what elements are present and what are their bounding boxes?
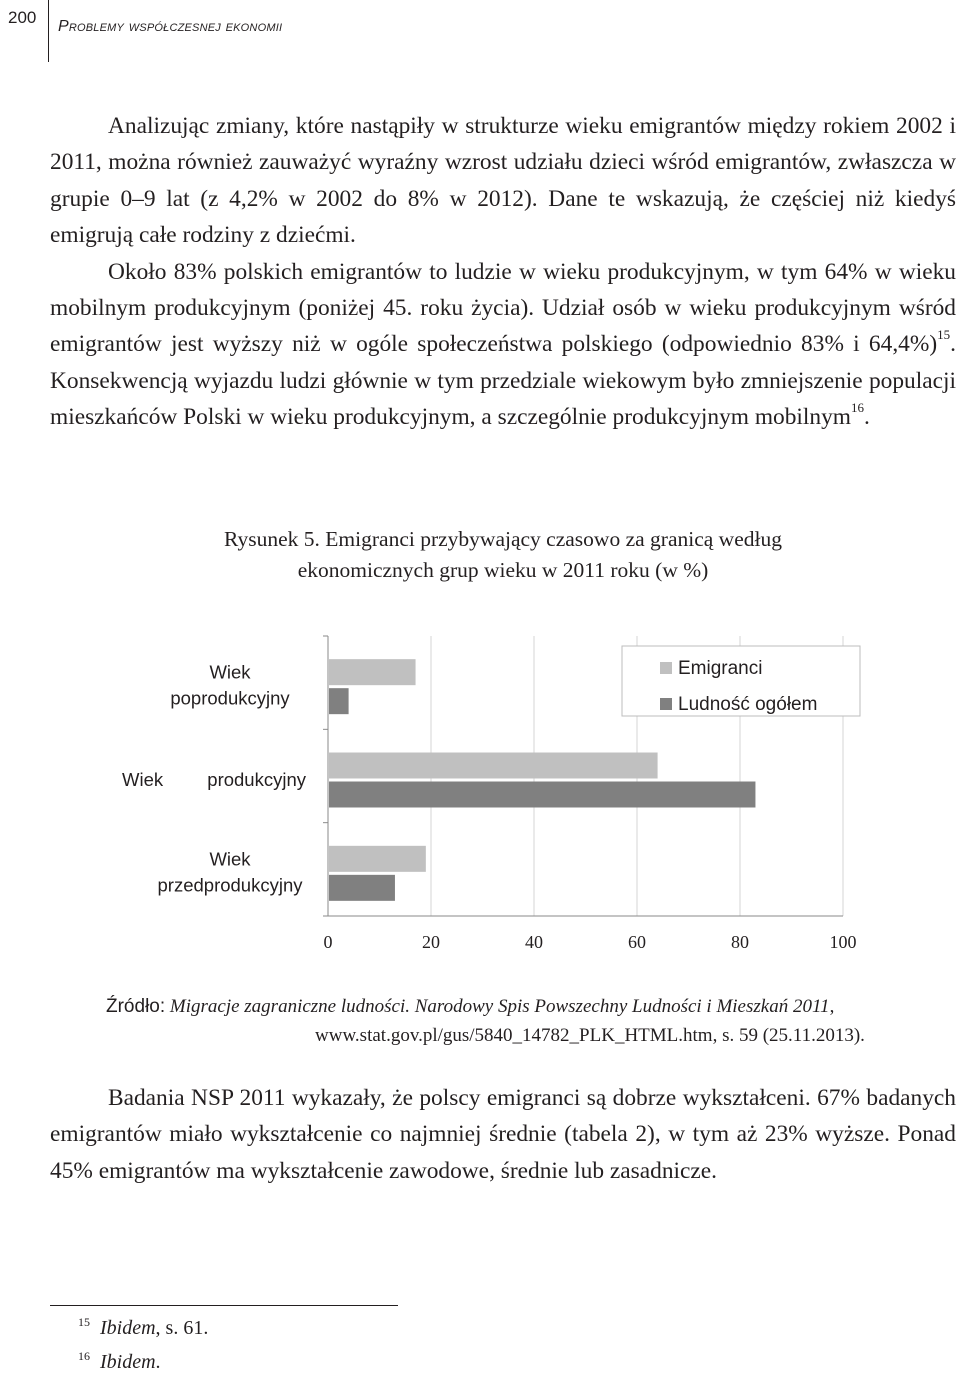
bar-ludnosc-1 [329,782,755,808]
x-tick-label-40: 40 [525,932,543,952]
x-tick-label-100: 100 [829,932,857,952]
footnote-text: , s. 61. [155,1317,209,1339]
category-label: produkcyjny [207,769,306,790]
source-line-1 [50,992,956,1021]
body-text-top [50,108,956,436]
footnote-ibidem: Ibidem [100,1351,156,1373]
legend-swatch [660,662,672,674]
legend-label: Ludność ogółem [678,694,818,715]
footnote-text: . [155,1351,161,1373]
bar-chart [50,620,956,960]
page-number: 200 [8,8,37,27]
bar-emigranci-2 [329,846,426,872]
figure-source [50,992,956,1050]
figure-title-line-1: Rysunek 5. Emigranci przybywający czasowo za granicą według [224,527,782,551]
header-divider [48,0,49,62]
source-label: Źródło: [106,996,166,1017]
category-label: Wiek [209,848,251,870]
footnote-15 [78,1316,208,1340]
footnote-ref-15[interactable]: 15 [937,327,951,343]
footnote-ibidem: Ibidem [100,1317,156,1339]
paragraph-1: Analizując zmiany, które nastąpiły w strukturze wieku emigrantów między rokiem 2002 i 2011, można również zauważyć wyraźny wzrost udziału dzieci wśród emigrantów, zwłaszcza w grupie 0–9 lat (z 4,2% w 2002 do 8% w 2012). Dane te wskazują, że częściej niż kiedyś emigrują całe rodziny z dziećmi. [50,113,956,249]
source-url[interactable]: www.stat.gov.pl/gus/5840_14782_PLK_HTML.htm, s. 59 (25.11.2013). [315,1025,865,1046]
legend-label: Emigranci [678,658,763,679]
x-tick-label-20: 20 [422,932,440,952]
figure-title [50,524,956,586]
figure-title-line-2: ekonomicznych grup wieku w 2011 roku (w %) [297,558,709,582]
source-comma: , [829,996,835,1017]
bar-emigranci-0 [329,659,416,685]
page-header [0,0,960,64]
body-text-bottom [50,1080,956,1189]
bar-chart-svg [50,620,956,960]
paragraph-2 [50,254,956,436]
category-label: poprodukcyjny [170,687,290,709]
category-label: Wiek [122,769,164,790]
bar-emigranci-1 [329,753,658,779]
category-label: Wiek [209,661,251,683]
x-tick-label-0: 0 [323,932,333,952]
source-title: Migracje zagraniczne ludności. Narodowy Spis Powszechny Ludności i Mieszkań 2011 [169,996,830,1017]
footnote-ref-16[interactable]: 16 [850,400,864,416]
paragraph-2-part-a: Około 83% polskich emigrantów to ludzie w wieku produkcyjnym, w tym 64% w wieku mobilnym produkcyjnym (poniżej 45. roku życia). Udział osób w wieku produkcyjnym wśród emigrantów jest wyższy niż w ogóle społeczeństwa polskiego (odpowiednio 83% i 64,4%) [50,258,956,358]
footnote-number: 16 [78,1349,90,1363]
x-tick-label-60: 60 [628,932,646,952]
paragraph-3: Badania NSP 2011 wykazały, że polscy emigranci są dobrze wykształceni. 67% badanych emigrantów miało wykształcenie co najmniej średnie (tabela 2), w tym aż 23% wyższe. Ponad 45% emigrantów ma wykształcenie zawodowe, średnie lub zasadnicze. [50,1085,956,1184]
bar-ludnosc-0 [329,688,349,714]
bar-ludnosc-2 [329,875,395,901]
footnote-16 [78,1350,161,1374]
paragraph-2-part-c: . [863,404,870,431]
running-title: Problemy współczesnej ekonomii [58,18,283,35]
x-tick-label-80: 80 [731,932,749,952]
legend-swatch [660,698,672,710]
footnote-number: 15 [78,1315,90,1329]
footnote-divider [50,1305,398,1306]
category-label: przedprodukcyjny [157,874,303,896]
paragraph-2-part-b: . Konsekwencją wyjazdu ludzi głównie w tym przedziale wiekowym było zmniejszenie populacji mieszkańców Polski w wieku produkcyjnym, a szczególnie produkcyjnym mobilnym [50,331,956,431]
